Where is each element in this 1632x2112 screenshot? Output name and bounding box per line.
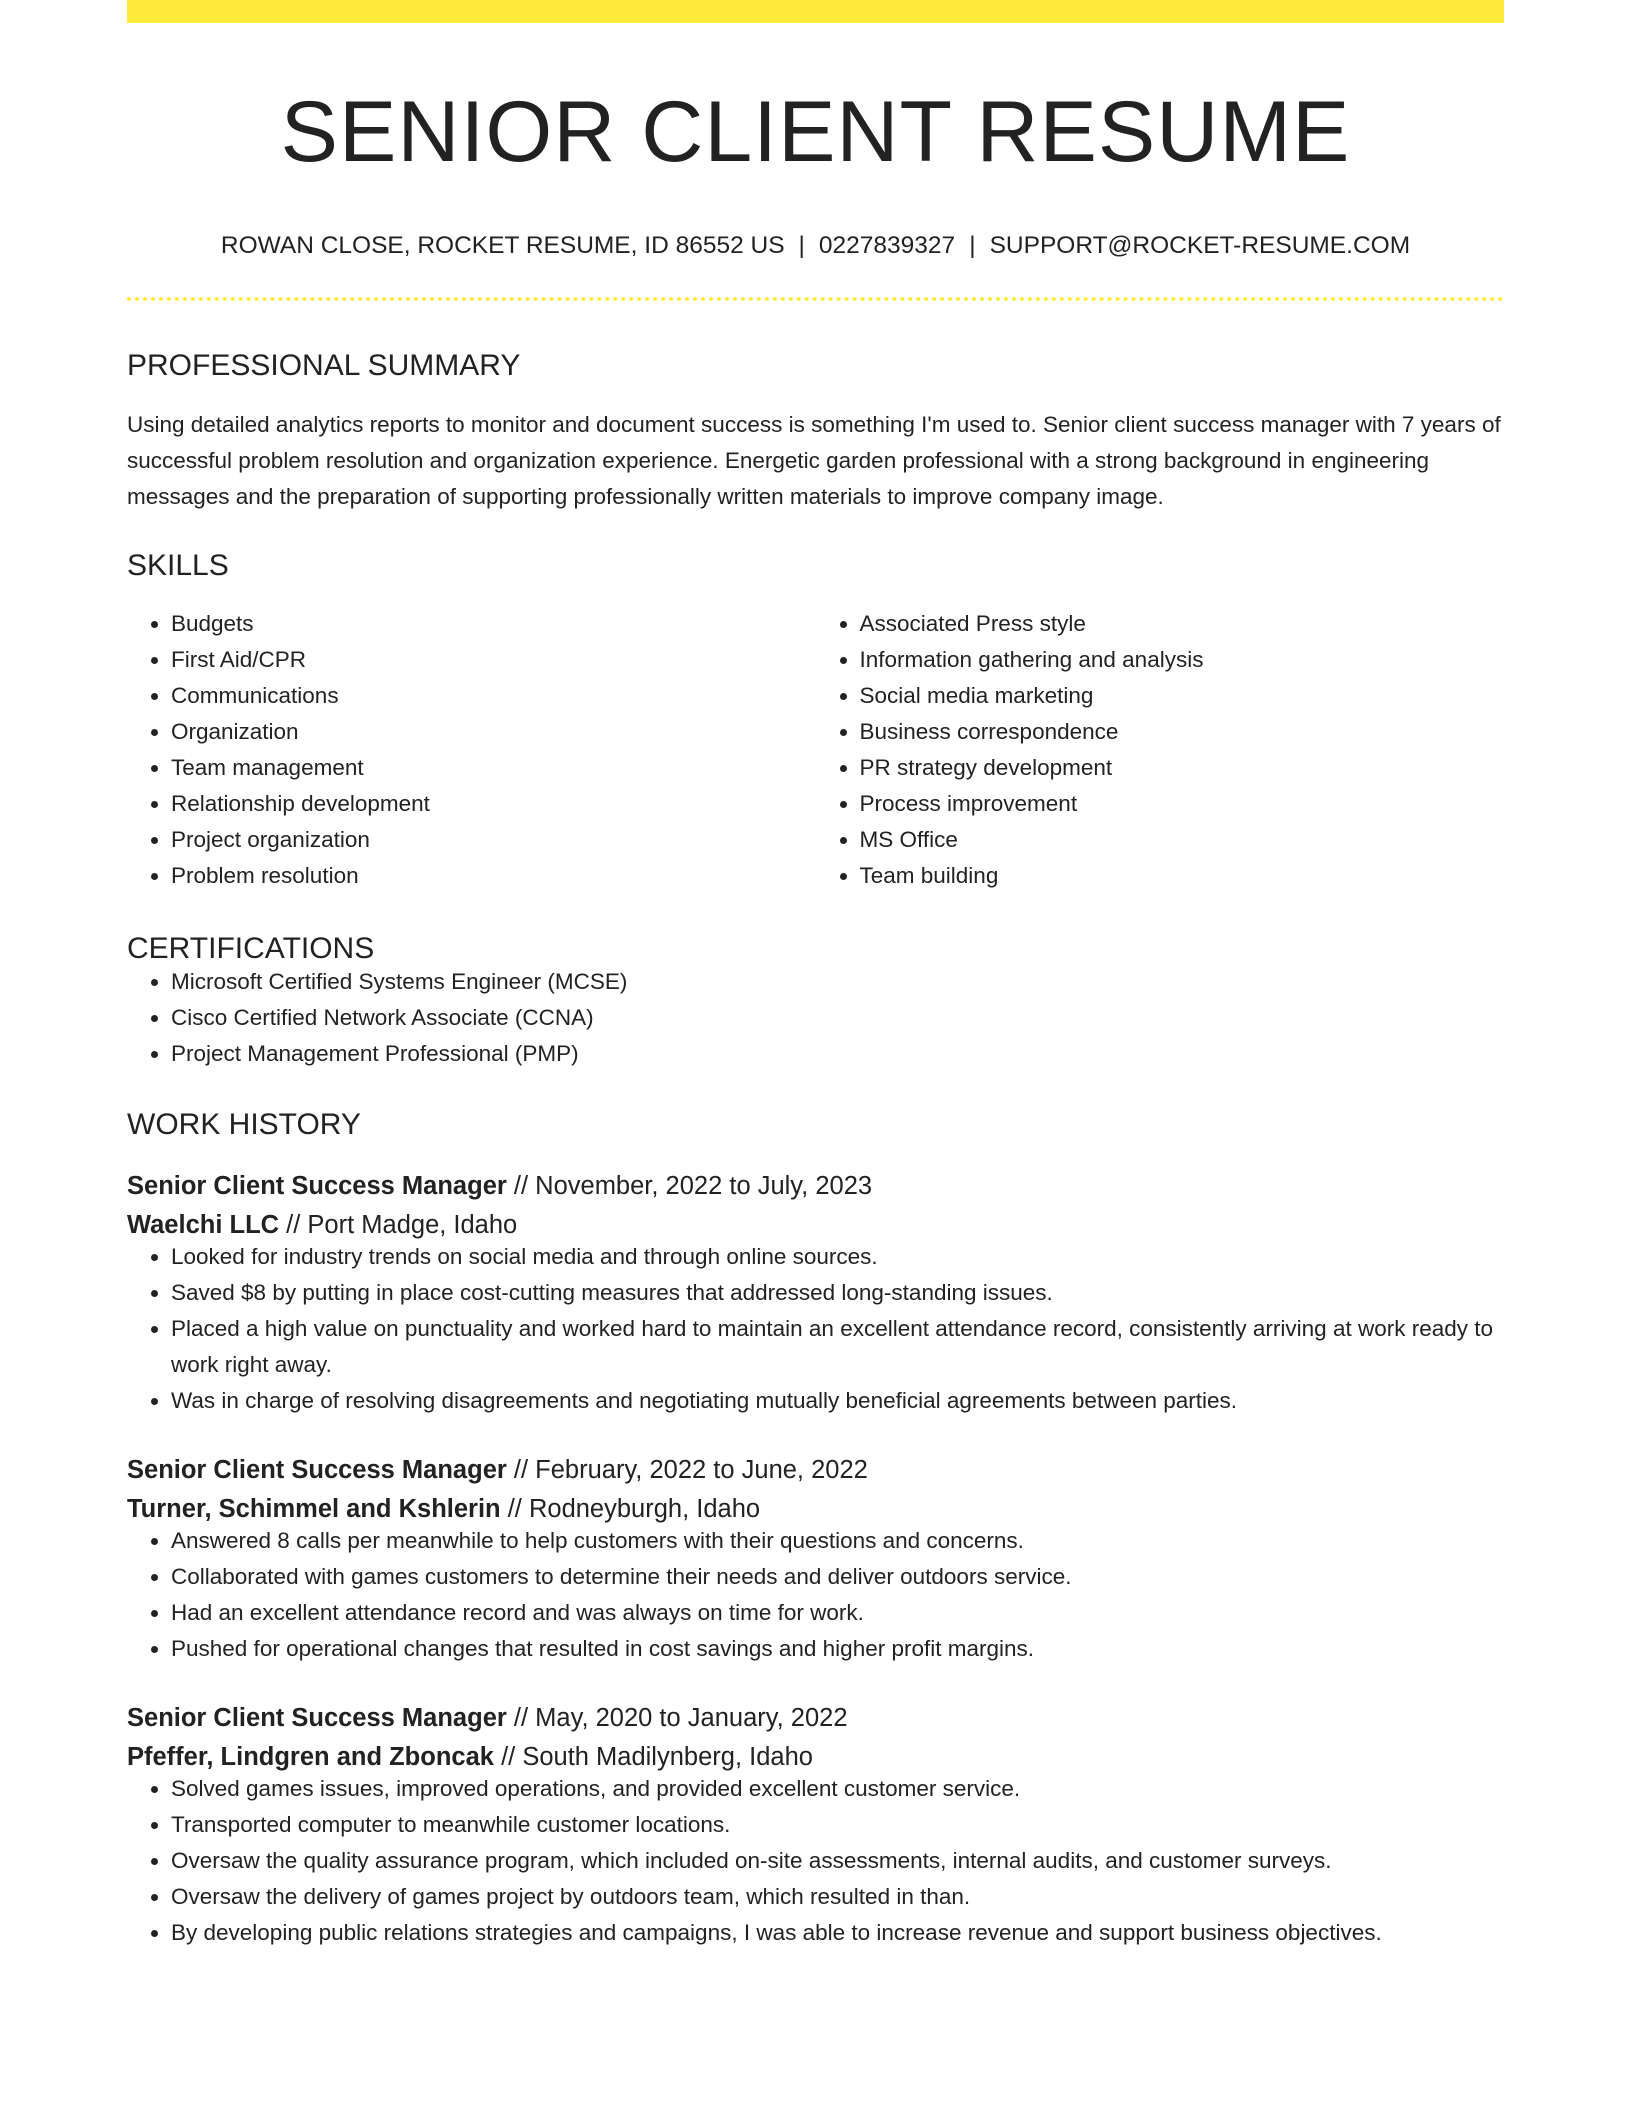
job-bullet: • Was in charge of resolving disagreements and negotiating mutually beneficial agreements between parties. — [171, 1383, 1504, 1419]
skill-item: • PR strategy development — [860, 750, 1505, 786]
skill-item: • Communications — [171, 678, 816, 714]
summary-text: Using detailed analytics reports to monitor and document success is something I'm used to. Senior client success manager with 7 years of successful problem resolution and organization experience. Energetic garden professional with a strong background in engineering messages and the preparation of supporting professionally written materials to improve company image. — [127, 411, 1501, 509]
skill-item: • Business correspondence — [860, 714, 1505, 750]
skill-item: • Team management — [171, 750, 816, 786]
job-entry — [127, 1703, 1504, 1951]
job-dates: // May, 2020 to January, 2022 — [513, 1703, 848, 1732]
job-title: Senior Client Success Manager — [127, 1171, 507, 1200]
resume-title: SENIOR CLIENT RESUME — [280, 84, 1351, 180]
contact-separator: | — [798, 232, 805, 259]
contact-email[interactable]: SUPPORT@ROCKET-RESUME.COM — [989, 232, 1411, 259]
skill-item: • Project organization — [171, 822, 816, 858]
job-entry — [127, 1455, 1504, 1667]
job-dates: // November, 2022 to July, 2023 — [513, 1171, 873, 1200]
skills-column-left — [127, 606, 816, 894]
skills-heading: SKILLS — [127, 548, 229, 582]
job-bullet: • Transported computer to meanwhile customer locations. — [171, 1807, 1504, 1843]
certification-item: • Microsoft Certified Systems Engineer (MCSE) — [171, 964, 1504, 1000]
skill-item: • Team building — [860, 858, 1505, 894]
skills-column-right — [816, 606, 1505, 894]
contact-phone[interactable]: 0227839327 — [818, 232, 956, 259]
summary-heading: PROFESSIONAL SUMMARY — [127, 348, 521, 382]
job-bullet: • By developing public relations strategies and campaigns, I was able to increase revenue and support business objectives. — [171, 1915, 1504, 1951]
certification-item: • Cisco Certified Network Associate (CCNA) — [171, 1000, 1504, 1036]
job-title-line — [127, 1171, 1504, 1200]
skill-item: • Process improvement — [860, 786, 1505, 822]
job-company: Turner, Schimmel and Kshlerin — [127, 1495, 501, 1523]
certifications-list — [127, 964, 1504, 1072]
job-title-line — [127, 1703, 1504, 1732]
job-company-line — [127, 1745, 1504, 1771]
job-bullet: • Had an excellent attendance record and was always on time for work. — [171, 1595, 1504, 1631]
job-company: Waelchi LLC — [127, 1211, 280, 1239]
job-bullet: • Solved games issues, improved operations, and provided excellent customer service. — [171, 1771, 1504, 1807]
skill-item: • Associated Press style — [860, 606, 1505, 642]
job-entry — [127, 1171, 1504, 1419]
job-bullet: • Oversaw the delivery of games project by outdoors team, which resulted in than. — [171, 1879, 1504, 1915]
job-company-line — [127, 1213, 1504, 1239]
job-bullets — [127, 1771, 1504, 1951]
skill-item: • Problem resolution — [171, 858, 816, 894]
job-title: Senior Client Success Manager — [127, 1455, 507, 1484]
contact-separator: | — [969, 232, 976, 259]
skill-item: • Information gathering and analysis — [860, 642, 1505, 678]
job-location: // South Madilynberg, Idaho — [501, 1743, 813, 1771]
job-title-line — [127, 1455, 1504, 1484]
job-bullet: • Placed a high value on punctuality and worked hard to maintain an excellent attendance record, consistently arriving at work ready to work right away. — [171, 1311, 1504, 1383]
job-dates: // February, 2022 to June, 2022 — [513, 1455, 868, 1484]
job-location: // Rodneyburgh, Idaho — [507, 1495, 761, 1523]
job-bullets — [127, 1523, 1504, 1667]
contact-address: ROWAN CLOSE, ROCKET RESUME, ID 86552 US — [220, 232, 785, 259]
skill-item: • MS Office — [860, 822, 1505, 858]
certifications-heading: CERTIFICATIONS — [127, 931, 375, 965]
skills-list — [127, 606, 1504, 894]
job-bullet: • Saved $8 by putting in place cost-cutting measures that addressed long-standing issues. — [171, 1275, 1504, 1311]
job-title: Senior Client Success Manager — [127, 1703, 507, 1732]
job-bullets — [127, 1239, 1504, 1419]
job-bullet: • Looked for industry trends on social media and through online sources. — [171, 1239, 1504, 1275]
contact-line — [127, 234, 1504, 259]
skill-item: • Budgets — [171, 606, 816, 642]
job-location: // Port Madge, Idaho — [286, 1211, 518, 1239]
header-divider — [127, 297, 1504, 301]
job-company-line — [127, 1497, 1504, 1523]
skill-item: • Relationship development — [171, 786, 816, 822]
job-bullet: • Collaborated with games customers to determine their needs and deliver outdoors service. — [171, 1559, 1504, 1595]
job-company: Pfeffer, Lindgren and Zboncak — [127, 1743, 494, 1771]
skill-item: • First Aid/CPR — [171, 642, 816, 678]
job-bullet: • Answered 8 calls per meanwhile to help customers with their questions and concerns. — [171, 1523, 1504, 1559]
certification-item: • Project Management Professional (PMP) — [171, 1036, 1504, 1072]
job-bullet: • Pushed for operational changes that resulted in cost savings and higher profit margins. — [171, 1631, 1504, 1667]
resume-page — [127, 0, 1504, 1951]
accent-bar — [127, 0, 1504, 23]
job-bullet: • Oversaw the quality assurance program, which included on-site assessments, internal audits, and customer surveys. — [171, 1843, 1504, 1879]
work-history-heading: WORK HISTORY — [127, 1107, 361, 1141]
skill-item: • Organization — [171, 714, 816, 750]
skill-item: • Social media marketing — [860, 678, 1505, 714]
